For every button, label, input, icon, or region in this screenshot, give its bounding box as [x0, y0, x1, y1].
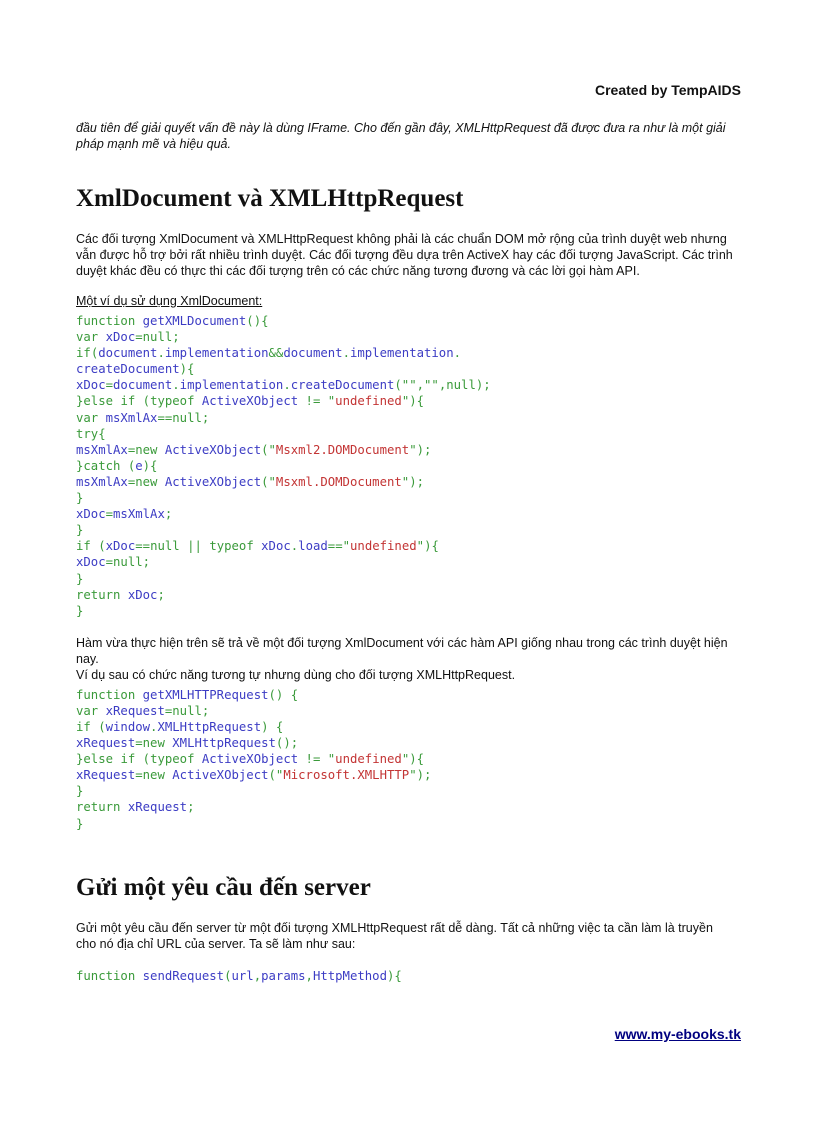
code-block-sendrequest: [76, 968, 736, 984]
code-line: xDoc=null;: [76, 555, 151, 570]
page-header: Created by TempAIDS: [595, 82, 741, 98]
code-line: function getXMLDocument(){: [76, 314, 269, 328]
code-line: }: [76, 523, 84, 538]
code-line: var xDoc=null;: [76, 330, 180, 345]
code-line: return xDoc;: [76, 587, 165, 602]
code-line: if (window.XMLHttpRequest) {: [76, 719, 284, 734]
footer-link[interactable]: www.my-ebooks.tk: [614, 1026, 741, 1042]
section2-paragraph: Gửi một yêu cầu đến server từ một đối tượng XMLHttpRequest rất dễ dàng. Tất cả những việc ta cần làm là truyền cho nó địa chỉ URL của server. Ta sẽ làm như sau:: [76, 920, 713, 951]
code-line: if(document.implementation&&document.implementation.: [76, 346, 462, 361]
code-line: }: [76, 571, 84, 586]
code-line: msXmlAx=new ActiveXObject("Msxml.DOMDocument");: [76, 474, 424, 489]
code-line: function sendRequest(url,params,HttpMethod){: [76, 968, 402, 983]
code-line: }else if (typeof ActiveXObject != "undefined"){: [76, 394, 425, 409]
section-title-send-request: Gửi một yêu cầu đến server: [76, 873, 371, 901]
code-line: function getXMLHTTPRequest() {: [76, 687, 299, 702]
code-line: xDoc=document.implementation.createDocument("","",null);: [76, 378, 491, 393]
code-line: }else if (typeof ActiveXObject != "undefined"){: [76, 752, 425, 767]
code-line: return xRequest;: [76, 800, 195, 815]
code-line: createDocument){: [76, 362, 195, 377]
example-title: Một ví dụ sử dụng XmlDocument:: [76, 294, 263, 308]
code-line: if (xDoc==null || typeof xDoc.load=="undefined"){: [76, 539, 439, 554]
section1-paragraph-2: Hàm vừa thực hiện trên sẽ trả về một đối tượng XmlDocument với các hàm API giống nhau trong các trình duyệt hiện nay.: [76, 635, 728, 666]
code-line: msXmlAx=new ActiveXObject("Msxml2.DOMDocument");: [76, 442, 432, 457]
page-content: [76, 120, 736, 984]
section1-paragraph: Các đối tượng XmlDocument và XMLHttpRequest không phải là các chuẩn DOM mở rộng của trình duyệt web nhưng vẫn được hỗ trợ bởi rất nhiều trình duyệt. Các đối tượng đều dựa trên ActiveX hay các đối tượng JavaScript. Các trình duyệt khác đều có thực thi các đối tượng trên có các chức năng tương đương và các lời gọi hàm API.: [76, 232, 733, 278]
code-line: var xRequest=null;: [76, 703, 210, 718]
code-line: xRequest=new ActiveXObject("Microsoft.XMLHTTP");: [76, 768, 432, 783]
section1-paragraph-3: Ví dụ sau có chức năng tương tự nhưng dùng cho đối tượng XMLHttpRequest.: [76, 667, 516, 682]
code-line: try{: [76, 426, 106, 441]
code-line: }: [76, 603, 84, 618]
code-block-getxmlhttprequest: [76, 687, 736, 832]
code-line: var msXmlAx==null;: [76, 410, 210, 425]
section-title-xmldocument: XmlDocument và XMLHttpRequest: [76, 185, 464, 212]
code-line: xDoc=msXmlAx;: [76, 507, 173, 522]
code-line: }: [76, 784, 84, 799]
code-line: }: [76, 816, 84, 831]
code-line: xRequest=new XMLHttpRequest();: [76, 736, 299, 751]
intro-paragraph: đầu tiên để giải quyết vấn đề này là dùng IFrame. Cho đến gần đây, XMLHttpRequest đã được đưa ra như là một giải pháp mạnh mẽ và hiệu quả.: [76, 121, 726, 151]
code-block-getxmldocument: [76, 313, 736, 619]
code-line: }catch (e){: [76, 458, 158, 473]
code-line: }: [76, 491, 84, 506]
